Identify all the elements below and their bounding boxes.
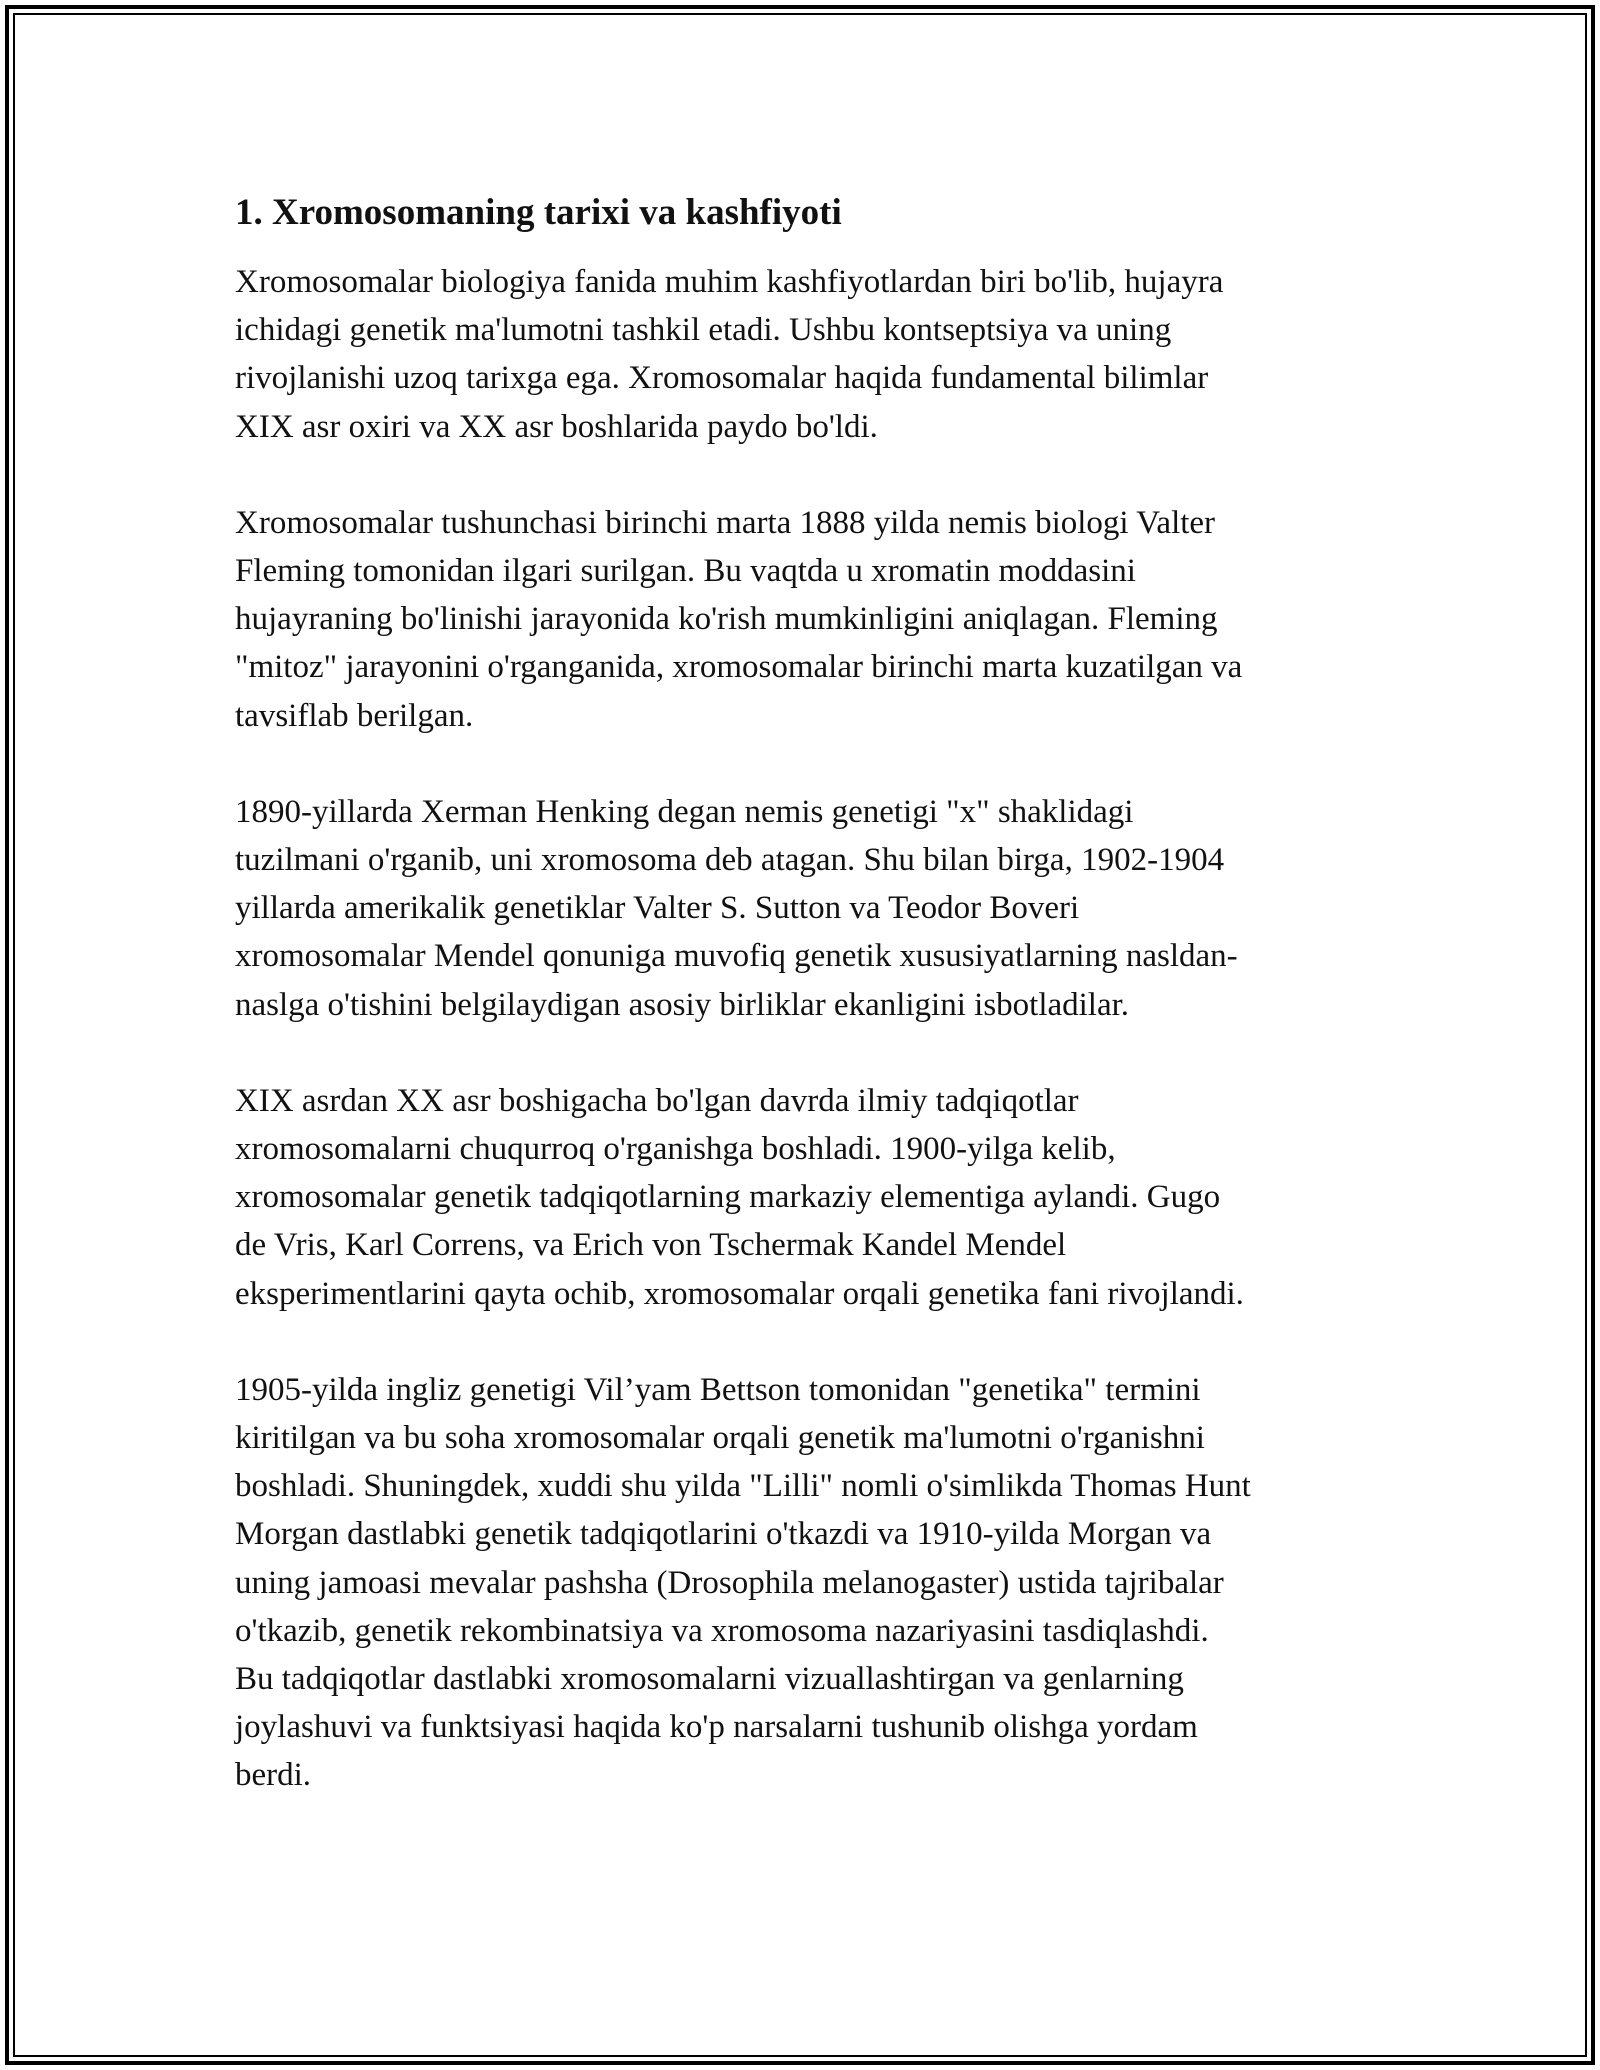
- paragraph-line: rivojlanishi uzoq tarixga ega. Xromosomalar haqida fundamental bilimlar: [235, 360, 1209, 397]
- paragraph-line: joylashuvi va funktsiyasi haqida ko'p narsalarni tushunib olishga yordam: [235, 1709, 1198, 1746]
- paragraph-line: 1905-yilda ingliz genetigi Vil’yam Bettson tomonidan "genetika" termini: [235, 1371, 1201, 1408]
- paragraph-line: uning jamoasi mevalar pashsha (Drosophila melanogaster) ustida tajribalar: [235, 1564, 1224, 1601]
- paragraph-line: Morgan dastlabki genetik tadqiqotlarini o'tkazdi va 1910-yilda Morgan va: [235, 1516, 1212, 1553]
- paragraph-line: "mitoz" jarayonini o'rganganida, xromosomalar birinchi marta kuzatilgan va: [235, 649, 1243, 686]
- section-heading: 1. Xromosomaning tarixi va kashfiyoti: [235, 192, 842, 233]
- paragraph-line: boshladi. Shuningdek, xuddi shu yilda "Lilli" nomli o'simlikda Thomas Hunt: [235, 1468, 1251, 1505]
- paragraph-line: XIX asrdan XX asr boshigacha bo'lgan davrda ilmiy tadqiqotlar: [235, 1082, 1079, 1119]
- paragraph-line: XIX asr oxiri va XX asr boshlarida paydo bo'ldi.: [235, 408, 878, 445]
- paragraph-line: eksperimentlarini qayta ochib, xromosomalar orqali genetika fani rivojlandi.: [235, 1275, 1244, 1312]
- paragraph-line: Xromosomalar biologiya fanida muhim kashfiyotlardan biri bo'lib, hujayra: [235, 264, 1224, 300]
- paragraph-1: [235, 258, 1375, 451]
- paragraph-line: Fleming tomonidan ilgari surilgan. Bu vaqtda u xromatin moddasini: [235, 553, 1136, 590]
- paragraph-line: de Vris, Karl Correns, va Erich von Tschermak Kandel Mendel: [235, 1227, 1067, 1264]
- paragraph-line: yillarda amerikalik genetiklar Valter S. Sutton va Teodor Boveri: [235, 890, 1080, 927]
- document-body: [235, 188, 1375, 1848]
- paragraph-line: tavsiflab berilgan.: [235, 697, 474, 734]
- paragraph-line: Bu tadqiqotlar dastlabki xromosomalarni vizuallashtirgan va genlarning: [235, 1661, 1184, 1698]
- paragraph-3: [235, 788, 1375, 1029]
- paragraph-line: kiritilgan va bu soha xromosomalar orqali genetik ma'lumotni o'rganishni: [235, 1420, 1205, 1457]
- paragraph-4: [235, 1077, 1375, 1318]
- paragraph-2: [235, 499, 1375, 740]
- paragraph-line: Xromosomalar tushunchasi birinchi marta 1888 yilda nemis biologi Valter: [235, 504, 1216, 541]
- paragraph-line: tuzilmani o'rganib, uni xromosoma deb atagan. Shu bilan birga, 1902-1904: [235, 842, 1225, 879]
- paragraph-line: hujayraning bo'linishi jarayonida ko'rish mumkinligini aniqlagan. Fleming: [235, 601, 1218, 638]
- paragraph-line: berdi.: [235, 1757, 312, 1794]
- paragraph-line: 1890-yillarda Xerman Henking degan nemis genetigi "x" shaklidagi: [235, 793, 1134, 830]
- paragraph-line: xromosomalar Mendel qonuniga muvofiq genetik xususiyatlarning nasldan-: [235, 938, 1238, 975]
- paragraph-line: o'tkazib, genetik rekombinatsiya va xromosoma nazariyasini tasdiqlashdi.: [235, 1612, 1209, 1649]
- paragraph-line: xromosomalar genetik tadqiqotlarning markaziy elementiga aylandi. Gugo: [235, 1179, 1221, 1216]
- paragraph-line: naslga o'tishini belgilaydigan asosiy birliklar ekanligini isbotladilar.: [235, 986, 1130, 1023]
- paragraph-5: [235, 1366, 1375, 1800]
- paragraph-line: ichidagi genetik ma'lumotni tashkil etadi. Ushbu kontseptsiya va uning: [235, 312, 1172, 349]
- paragraph-line: xromosomalarni chuqurroq o'rganishga boshladi. 1900-yilga kelib,: [235, 1131, 1116, 1168]
